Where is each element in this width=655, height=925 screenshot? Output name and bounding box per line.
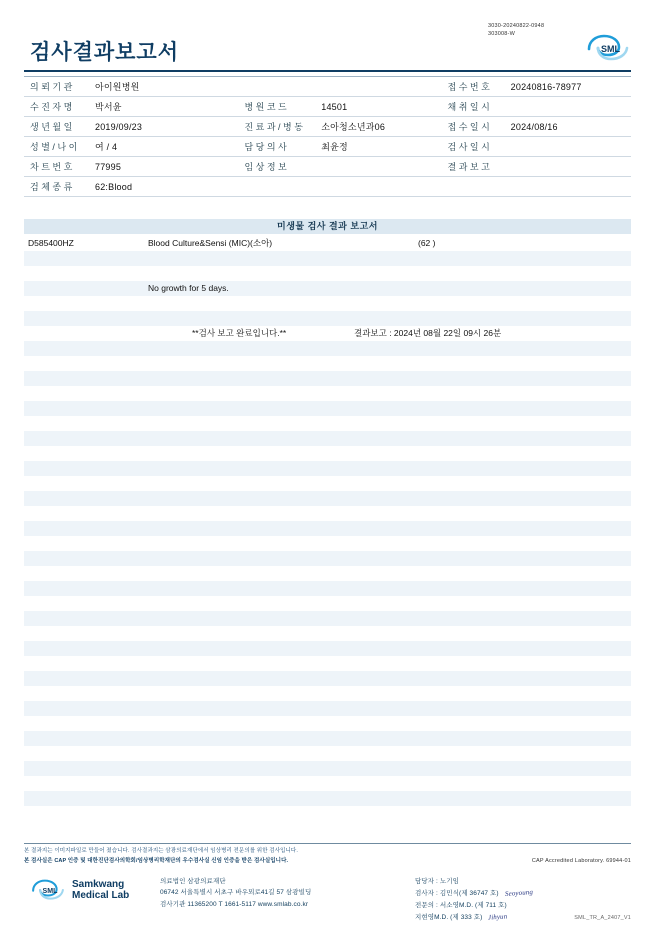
info-label: 수진자명 xyxy=(24,97,89,117)
table-row xyxy=(24,566,631,581)
result-test-name: Blood Culture&Sensi (MIC)(소아) xyxy=(148,238,273,248)
info-label: 의뢰기관 xyxy=(24,77,89,97)
info-value xyxy=(505,157,631,177)
table-row xyxy=(24,641,631,656)
table-row xyxy=(24,446,631,461)
footer-note-line-2: 본 검사실은 CAP 인증 및 대한진단검사의학회/임상병리학재단의 우수검사실 신임 인증을 받은 검사실입니다. xyxy=(24,858,289,865)
signature-mark: Seoyoung xyxy=(504,888,533,899)
info-value: 20240816-78977 xyxy=(505,77,631,97)
table-row xyxy=(24,97,631,117)
info-label xyxy=(238,77,315,97)
info-value: 77995 xyxy=(89,157,238,177)
table-row xyxy=(24,656,631,671)
table-row xyxy=(24,596,631,611)
info-label: 임상정보 xyxy=(238,157,315,177)
table-row xyxy=(24,746,631,761)
info-label xyxy=(238,177,315,197)
table-row xyxy=(24,506,631,521)
footer-address-line-2: 06742 서울특별시 서초구 바우뫼로41길 57 삼광빌딩 xyxy=(160,889,312,897)
document-meta-line-2: 303008-W xyxy=(488,31,515,38)
info-value xyxy=(505,97,631,117)
signature-label: 전문의 : xyxy=(415,901,438,909)
table-row xyxy=(24,611,631,626)
svg-text:SML: SML xyxy=(601,44,620,54)
result-finding: No growth for 5 days. xyxy=(148,283,229,293)
table-row xyxy=(24,701,631,716)
table-row xyxy=(24,341,631,356)
result-code: D585400HZ xyxy=(28,238,74,248)
title-divider xyxy=(24,70,631,72)
footer-address xyxy=(160,876,311,910)
info-label: 접수번호 xyxy=(442,77,505,97)
info-value: 14501 xyxy=(315,97,441,117)
table-row xyxy=(24,686,631,701)
info-value: 2019/09/23 xyxy=(89,117,238,137)
info-value xyxy=(315,77,441,97)
signature-row xyxy=(415,876,533,887)
info-label: 생년월일 xyxy=(24,117,89,137)
document-meta xyxy=(488,22,544,39)
table-row xyxy=(24,581,631,596)
signature-row xyxy=(415,900,533,911)
footer-signatures xyxy=(415,876,533,924)
table-row xyxy=(24,551,631,566)
info-value: 아이원병원 xyxy=(89,77,238,97)
info-label: 검사일시 xyxy=(442,137,505,157)
table-row xyxy=(24,671,631,686)
table-row xyxy=(24,716,631,731)
footer-brand-name xyxy=(72,879,129,902)
info-label: 진료과/병동 xyxy=(238,117,315,137)
table-row xyxy=(24,371,631,386)
table-row xyxy=(24,401,631,416)
signature-name: 노기임 xyxy=(439,878,459,885)
svg-text:SML: SML xyxy=(42,888,58,896)
info-value xyxy=(505,177,631,197)
signature-mark: Jihyun xyxy=(488,912,508,922)
info-label: 성별/나이 xyxy=(24,137,89,157)
result-row-finding xyxy=(24,281,631,296)
document-meta-line-1: 3030-20240822-0948 xyxy=(488,23,545,29)
signature-name: 지현영M.D. (제 333 호) xyxy=(415,914,483,922)
info-label: 차트번호 xyxy=(24,157,89,177)
cap-accreditation-text: CAP Accredited Laboratory. 69944-01 xyxy=(531,858,631,864)
signature-name: 서소영M.D. (제 711 호) xyxy=(439,901,507,909)
sml-logo-icon xyxy=(585,33,631,63)
info-value xyxy=(505,137,631,157)
table-row xyxy=(24,296,631,311)
table-row xyxy=(24,137,631,157)
table-row xyxy=(24,117,631,137)
table-row xyxy=(24,251,631,266)
result-complete-note: **검사 보고 완료입니다.** xyxy=(192,328,287,338)
table-row xyxy=(24,266,631,281)
result-row-complete xyxy=(24,326,631,341)
table-row xyxy=(24,431,631,446)
info-value xyxy=(315,157,441,177)
info-value: 박서윤 xyxy=(89,97,238,117)
result-quantity: (62 ) xyxy=(418,238,436,248)
footer-brand-line-1: Samkwang xyxy=(72,878,125,890)
sml-footer-logo-icon xyxy=(30,878,66,902)
table-row xyxy=(24,806,631,821)
info-label: 접수일시 xyxy=(442,117,505,137)
table-row xyxy=(24,791,631,806)
table-row xyxy=(24,177,631,197)
table-row xyxy=(24,536,631,551)
table-row xyxy=(24,77,631,97)
info-label: 검체종류 xyxy=(24,177,89,197)
table-row xyxy=(24,491,631,506)
table-row xyxy=(24,626,631,641)
signature-label: 담당자 : xyxy=(415,878,438,885)
signature-row xyxy=(415,911,533,923)
footer-address-line-3: 검사기관 11365200 T 1661-5117 www.smlab.co.kr xyxy=(160,900,309,908)
info-label: 담당의사 xyxy=(238,137,315,157)
results-section-title: 미생물 검사 결과 보고서 xyxy=(24,219,631,234)
document-id: SML_TR_A_2407_V1 xyxy=(574,915,631,921)
table-row xyxy=(24,356,631,371)
table-row xyxy=(24,311,631,326)
footer-divider xyxy=(24,843,631,844)
table-row xyxy=(24,386,631,401)
info-label: 결과보고 xyxy=(442,157,505,177)
info-label: 병원코드 xyxy=(238,97,315,117)
footer-logo xyxy=(30,878,129,902)
info-value: 2024/08/16 xyxy=(505,117,631,137)
table-row xyxy=(24,731,631,746)
result-report-time: 결과보고 : 2024년 08월 22일 09시 26분 xyxy=(354,328,502,338)
info-value xyxy=(315,177,441,197)
page-title: 검사결과보고서 xyxy=(30,41,180,64)
patient-info-table xyxy=(24,76,631,197)
table-row xyxy=(24,416,631,431)
results-rows xyxy=(24,236,631,821)
footer-address-line-1: 의료법인 삼광의료재단 xyxy=(160,878,226,885)
table-row xyxy=(24,476,631,491)
signature-label: 검사자 : xyxy=(415,890,438,898)
info-value: 여 / 4 xyxy=(89,137,238,157)
footer-brand-line-2: Medical Lab xyxy=(72,890,130,901)
table-row xyxy=(24,521,631,536)
table-row xyxy=(24,776,631,791)
info-value: 최윤정 xyxy=(315,137,441,157)
result-row-main xyxy=(24,236,631,251)
signature-row xyxy=(415,887,533,899)
table-row xyxy=(24,157,631,177)
footer-note-line-1: 본 결과지는 이미지파일로 만들어 졌습니다. 검사결과지는 삼광의료재단에서 임상병리 전문의를 위한 검사입니다. xyxy=(24,848,298,854)
table-row xyxy=(24,461,631,476)
info-label: 채취일시 xyxy=(442,97,505,117)
info-value: 소아청소년과06 xyxy=(315,117,441,137)
table-row xyxy=(24,761,631,776)
signature-name: 김민식(제 36747 호) xyxy=(439,890,499,898)
info-label xyxy=(442,177,505,197)
info-value: 62:Blood xyxy=(89,177,238,197)
